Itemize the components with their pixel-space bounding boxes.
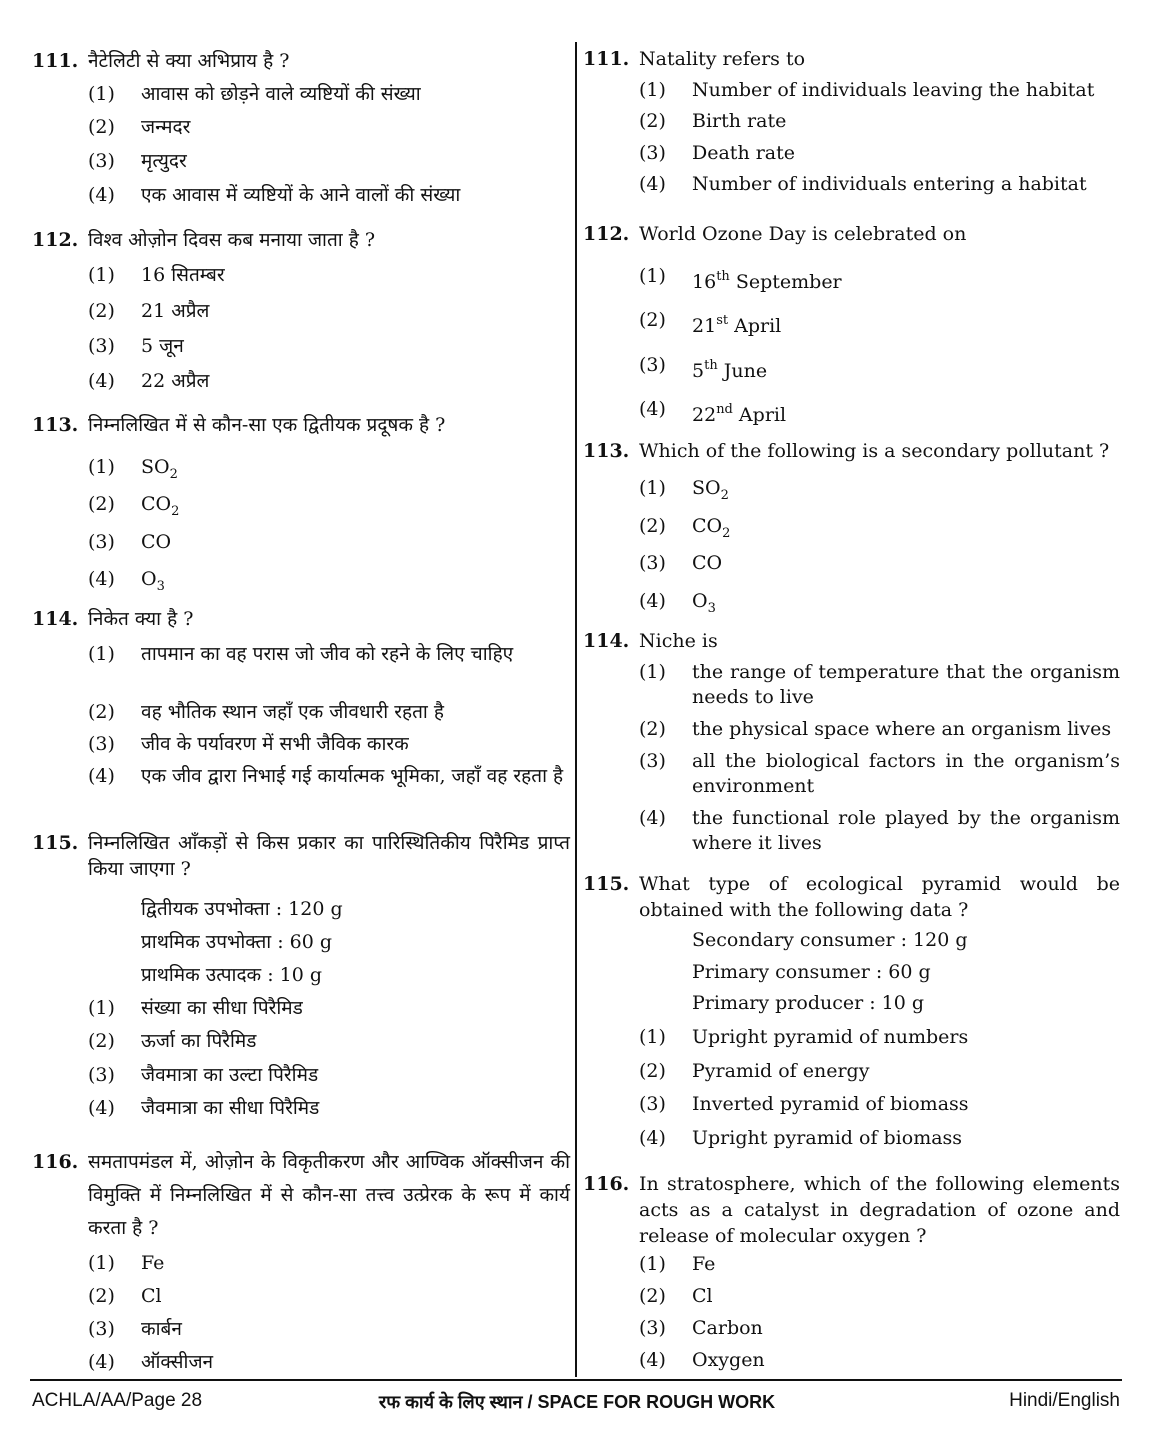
option-1: (1) the range of temperature that the organism needs to live [639, 661, 1120, 708]
question-number: 111. [32, 50, 79, 72]
question-115-hindi: 115. निम्नलिखित आँकड़ों से किस प्रकार का पारिस्थितिकीय पिरैमिड प्राप्त किया जाएगा ? [32, 832, 570, 880]
option-4: (4) 22nd April [639, 398, 787, 426]
option-3: (3) CO [88, 531, 172, 553]
option-2: (2) 21 अप्रैल [88, 300, 210, 322]
option-2: (2) Cl [639, 1285, 713, 1307]
option-2: (2) Birth rate [639, 110, 787, 132]
option-1: (1) Number of individuals leaving the habitat [639, 79, 1095, 101]
option-3: (3) जैवमात्रा का उल्टा पिरैमिड [88, 1064, 319, 1086]
option-3: (3) all the biological factors in the organism’s environment [639, 750, 1120, 797]
option-3: (3) कार्बन [88, 1318, 182, 1340]
question-114-hindi: 114. निकेत क्या है ? [32, 608, 194, 630]
option-4: (4) जैवमात्रा का सीधा पिरैमिड [88, 1097, 320, 1119]
option-1: (1) तापमान का वह परास जो जीव को रहने के लिए चाहिए [88, 643, 514, 665]
data-line-2: प्राथमिक उपभोक्ता : 60 g [141, 931, 333, 953]
option-3: (3) Inverted pyramid of biomass [639, 1093, 969, 1115]
question-113-hindi: 113. निम्नलिखित में से कौन-सा एक द्वितीयक प्रदूषक है ? [32, 414, 446, 436]
question-116-english: 116. In stratosphere, which of the following elements acts as a catalyst in degradation of ozone and release of molecular oxygen ? [583, 1173, 1120, 1247]
data-line-2: Primary consumer : 60 g [692, 961, 931, 983]
question-111-english: 111. Natality refers to [583, 48, 806, 70]
option-1: (1) आवास को छोड़ने वाले व्यष्टियों की संख्या [88, 83, 421, 105]
option-2: (2) Cl [88, 1285, 162, 1307]
question-116-hindi: 116. समतापमंडल में, ओज़ोन के विकृतीकरण और आण्विक ऑक्सीजन की विमुक्ति में निम्नलिखित में से कौन-सा तत्त्व उत्प्रेरक के रूप में कार्य करता है ? [32, 1151, 570, 1239]
option-3: (3) जीव के पर्यावरण में सभी जैविक कारक [88, 733, 409, 755]
option-1: (1) 16th September [639, 265, 842, 293]
option-1: (1) $SO_2$ [88, 456, 178, 482]
data-line-1: Secondary consumer : 120 g [692, 929, 968, 951]
data-line-1: द्वितीयक उपभोक्ता : 120 g [141, 898, 343, 920]
rough-work-label: रफ कार्य के लिए स्थान / SPACE FOR ROUGH WORK [378, 1392, 776, 1412]
option-3: (3) 5 जून [88, 335, 184, 357]
option-4: (4) $O_3$ [639, 590, 716, 616]
question-113-english: 113. Which of the following is a secondary pollutant ? [583, 440, 1110, 462]
page-id: ACHLA/AA/Page 28 [32, 1390, 203, 1411]
option-1: (1) 16 सितम्बर [88, 264, 225, 286]
option-3: (3) मृत्युदर [88, 150, 187, 172]
question-112-hindi: 112. विश्व ओज़ोन दिवस कब मनाया जाता है ? [32, 229, 376, 251]
option-1: (1) Upright pyramid of numbers [639, 1026, 969, 1048]
option-2: (2) जन्मदर [88, 116, 191, 138]
option-1: (1) संख्या का सीधा पिरैमिड [88, 997, 303, 1019]
option-2: (2) $CO_2$ [88, 493, 180, 519]
footer-rule [30, 1379, 1122, 1381]
language-label: Hindi/English [1009, 1390, 1120, 1411]
question-114-english: 114. Niche is [583, 630, 718, 652]
option-2: (2) 21st April [639, 309, 782, 337]
option-4: (4) 22 अप्रैल [88, 370, 210, 392]
option-4: (4) एक आवास में व्यष्टियों के आने वालों की संख्या [88, 184, 461, 206]
option-2: (2) ऊर्जा का पिरैमिड [88, 1030, 257, 1052]
option-4: (4) Number of individuals entering a habitat [639, 173, 1087, 195]
option-2: (2) वह भौतिक स्थान जहाँ एक जीवधारी रहता है [88, 701, 444, 723]
option-4: (4) the functional role played by the organism where it lives [639, 807, 1120, 854]
option-1: (1) Fe [88, 1252, 165, 1274]
option-2: (2) $CO_2$ [639, 515, 731, 541]
question-111-hindi [32, 48, 570, 74]
option-3: (3) Carbon [639, 1317, 763, 1339]
question-112-english: 112. World Ozone Day is celebrated on [583, 223, 967, 245]
option-4: (4) Upright pyramid of biomass [639, 1127, 963, 1149]
option-3: (3) 5th June [639, 354, 768, 382]
option-4: (4) एक जीव द्वारा निभाई गई कार्यात्मक भूमिका, जहाँ वह रहता है [88, 765, 564, 787]
column-divider [575, 42, 577, 1377]
option-4: (4) ऑक्सीजन [88, 1351, 214, 1373]
option-1: (1) $SO_2$ [639, 477, 729, 503]
option-3: (3) CO [639, 552, 723, 574]
data-line-3: प्राथमिक उत्पादक : 10 g [141, 964, 323, 986]
option-2: (2) the physical space where an organism lives [639, 718, 1112, 740]
question-text: नैटेलिटी से क्या अभिप्राय है ? [88, 50, 290, 72]
option-4: (4) Oxygen [639, 1349, 765, 1371]
option-2: (2) Pyramid of energy [639, 1060, 870, 1082]
option-4: (4) $O_3$ [88, 568, 165, 594]
option-1: (1) Fe [639, 1253, 716, 1275]
option-3: (3) Death rate [639, 142, 796, 164]
question-115-english: 115. What type of ecological pyramid would be obtained with the following data ? [583, 873, 1120, 921]
data-line-3: Primary producer : 10 g [692, 992, 925, 1014]
